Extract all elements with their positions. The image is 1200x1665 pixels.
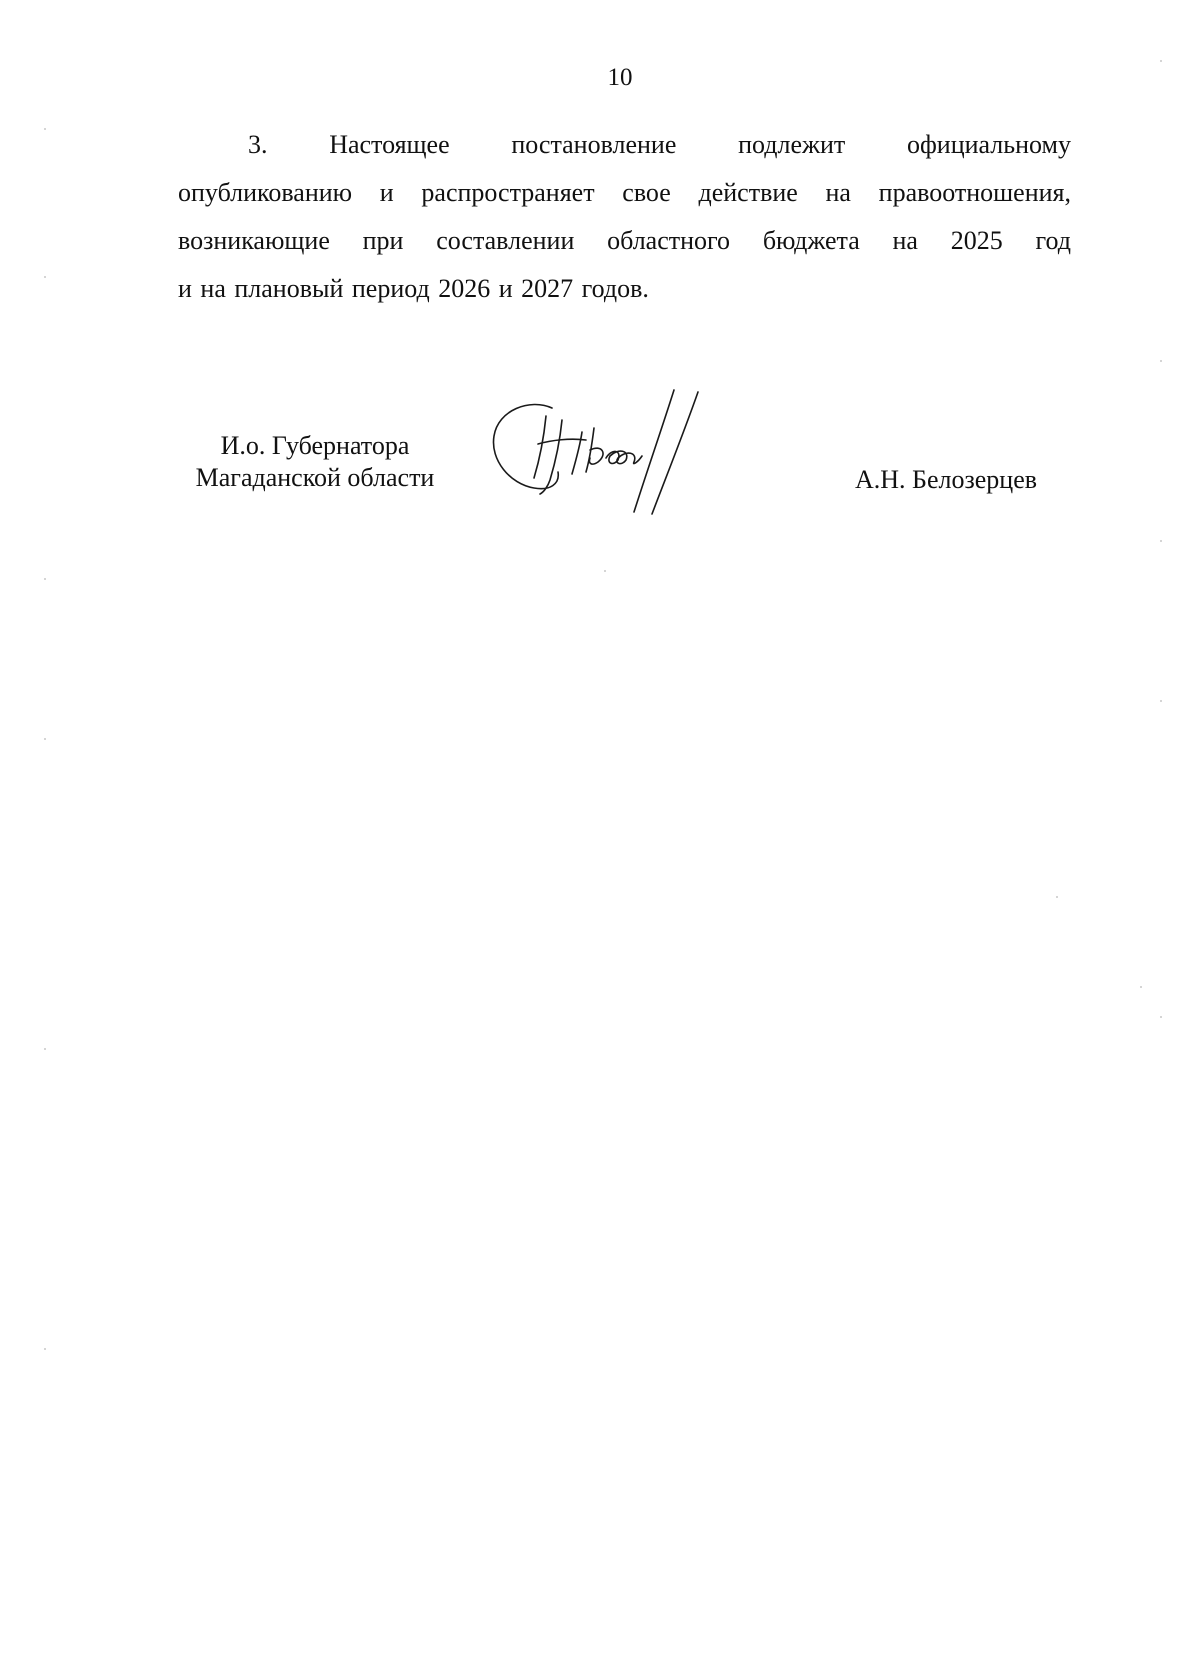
scan-speck: [1140, 986, 1142, 988]
signature-stroke-3: [572, 432, 582, 474]
scan-speck: [1160, 540, 1162, 542]
signature-stroke-slash-2: [652, 392, 698, 514]
scan-speck: [44, 578, 46, 580]
scan-speck: [44, 128, 46, 130]
signer-name: А.Н. Белозерцев: [855, 465, 1038, 494]
scan-speck: [1160, 1016, 1162, 1018]
scan-speck: [1160, 360, 1162, 362]
signer-position-line-1: И.о. Губернатора: [220, 431, 410, 460]
scan-speck: [44, 1048, 46, 1050]
signature-stroke-4: [586, 428, 603, 472]
signature-stroke-1: [534, 416, 546, 478]
scan-speck: [1160, 60, 1162, 62]
paragraph-line-2: опубликованию и распространяет свое действие на правоотношения,: [178, 178, 1071, 207]
signature-stroke-slash-1: [634, 390, 674, 512]
paragraph-3: [178, 121, 1071, 313]
signer-position: [175, 430, 455, 494]
scan-speck: [44, 738, 46, 740]
scan-speck: [1056, 896, 1058, 898]
scan-speck: [44, 1348, 46, 1350]
scan-speck: [604, 570, 606, 572]
signature-stroke-5: [606, 451, 642, 464]
scan-speck: [44, 276, 46, 278]
handwritten-signature: [490, 388, 760, 518]
page-number: 10: [607, 64, 633, 91]
signature-stroke-2: [540, 420, 562, 494]
paragraph-line-3: возникающие при составлении областного бюджета на 2025 год: [178, 226, 1071, 255]
paragraph-line-4: и на плановый период 2026 и 2027 годов.: [178, 274, 649, 303]
paragraph-line-1: 3. Настоящее постановление подлежит официальному: [248, 130, 1071, 159]
scan-speck: [1160, 700, 1162, 702]
signature-stroke-cross: [538, 439, 586, 444]
signer-position-line-2: Магаданской области: [195, 463, 435, 492]
signature-stroke-loop: [493, 404, 558, 488]
